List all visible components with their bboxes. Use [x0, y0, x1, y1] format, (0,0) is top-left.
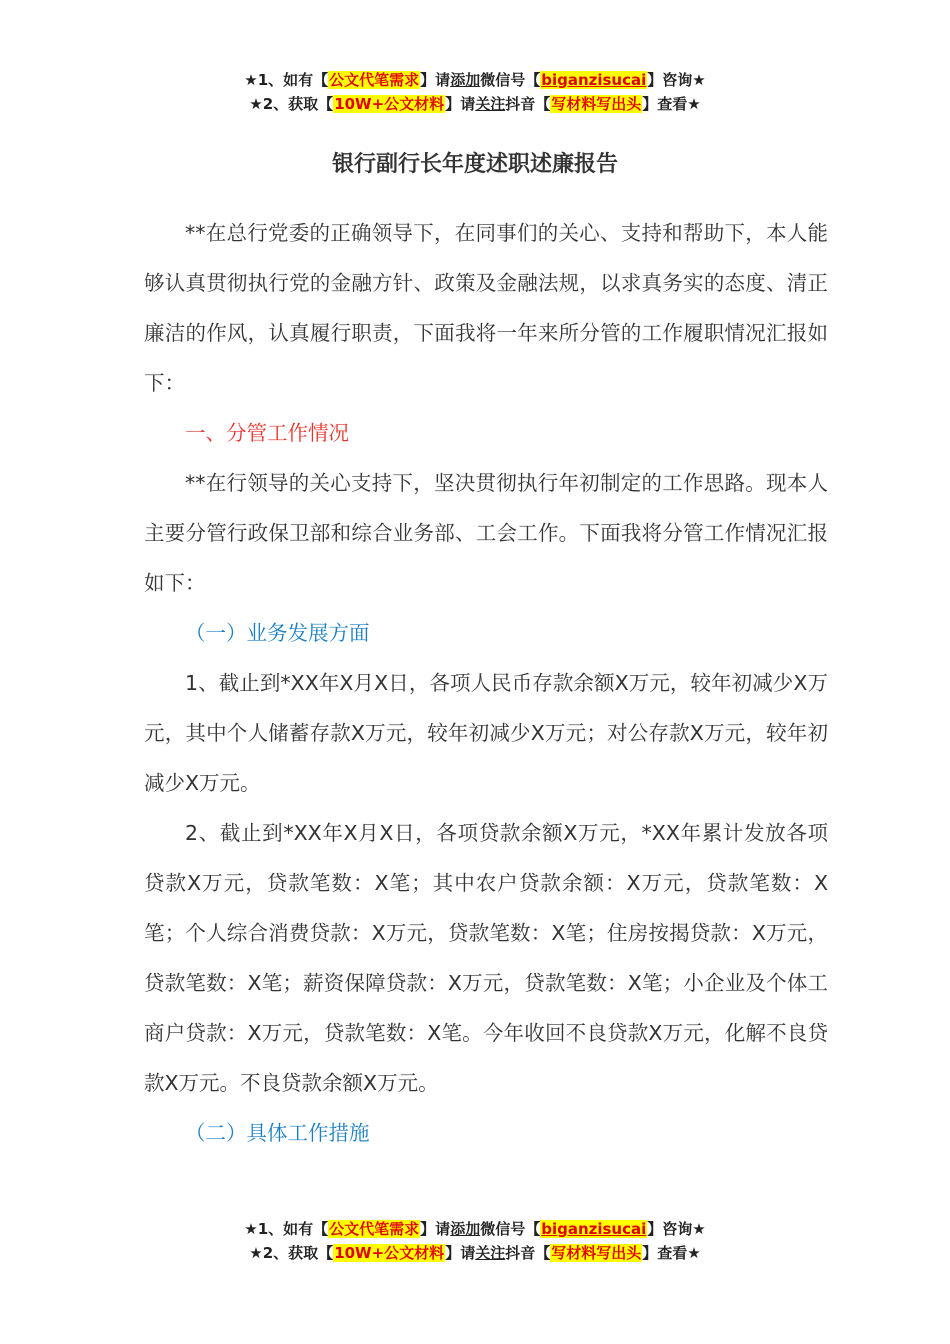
subsection-heading-measures: （二）具体工作措施 [185, 1121, 370, 1145]
banner-text: 】咨询★ [647, 71, 706, 89]
wechat-id-link[interactable]: biganzisucai [541, 1220, 647, 1238]
banner-text: 】请 [420, 1220, 451, 1238]
banner-text: 】查看★ [642, 1244, 701, 1262]
banner-text: 】请 [445, 1244, 476, 1262]
section-heading-1: 一、分管工作情况 [185, 421, 349, 445]
banner-underline: 添加 [450, 1220, 481, 1238]
banner-text: 】咨询★ [647, 1220, 706, 1238]
banner-text: 微信号【 [480, 71, 541, 89]
banner-text: 】请 [445, 95, 476, 113]
document-body [144, 208, 828, 1158]
banner-text: 微信号【 [480, 1220, 541, 1238]
banner-underline: 添加 [450, 71, 481, 89]
banner-line-1 [0, 1217, 950, 1241]
banner-highlight: 写材料写出头 [551, 1244, 642, 1262]
paragraph-loans: 2、截止到*XX年X月X日，各项贷款余额X万元，*XX年累计发放各项贷款X万元，贷款笔数：X笔；其中农户贷款余额：X万元，贷款笔数：X笔；个人综合消费贷款：X万元，贷款笔数：X笔；住房按揭贷款：X万元，贷款笔数：X笔；薪资保障贷款：X万元，贷款笔数：X笔；小企业及个体工商户贷款：X万元，贷款笔数：X笔。今年收回不良贷款X万元，化解不良贷款X万元。不良贷款余额X万元。 [144, 821, 828, 1095]
banner-text: ★2、获取【 [249, 95, 334, 113]
banner-text: 抖音【 [505, 95, 551, 113]
banner-underline: 关注 [475, 95, 506, 113]
banner-highlight: 10W+公文材料 [334, 1244, 445, 1262]
banner-line-1 [0, 68, 950, 92]
banner-highlight: 写材料写出头 [551, 95, 642, 113]
banner-text: 】查看★ [642, 95, 701, 113]
banner-text: ★1、如有【 [244, 1220, 329, 1238]
subsection-heading-business: （一）业务发展方面 [185, 621, 370, 645]
footer-banner [0, 1217, 950, 1265]
paragraph-intro: **在总行党委的正确领导下，在同事们的关心、支持和帮助下，本人能够认真贯彻执行党的金融方针、政策及金融法规，以求真务实的态度、清正廉洁的作风，认真履行职责，下面我将一年来所分管的工作履职情况汇报如下： [144, 221, 828, 395]
wechat-id-link[interactable]: biganzisucai [541, 71, 647, 89]
banner-highlight: 公文代笔需求 [329, 1220, 420, 1238]
banner-text: ★2、获取【 [249, 1244, 334, 1262]
banner-underline: 关注 [475, 1244, 506, 1262]
banner-line-2 [0, 92, 950, 116]
paragraph-section-1: **在行领导的关心支持下，坚决贯彻执行年初制定的工作思路。现本人主要分管行政保卫部和综合业务部、工会工作。下面我将分管工作情况汇报如下： [144, 471, 828, 595]
banner-text: 】请 [420, 71, 451, 89]
header-banner [0, 68, 950, 116]
banner-highlight: 10W+公文材料 [334, 95, 445, 113]
banner-text: ★1、如有【 [244, 71, 329, 89]
document-title: 银行副行长年度述职述廉报告 [331, 152, 618, 177]
banner-text: 抖音【 [505, 1244, 551, 1262]
paragraph-deposits: 1、截止到*XX年X月X日，各项人民币存款余额X万元，较年初减少X万元，其中个人储蓄存款X万元，较年初减少X万元；对公存款X万元，较年初减少X万元。 [144, 671, 828, 795]
banner-line-2 [0, 1241, 950, 1265]
banner-highlight: 公文代笔需求 [329, 71, 420, 89]
